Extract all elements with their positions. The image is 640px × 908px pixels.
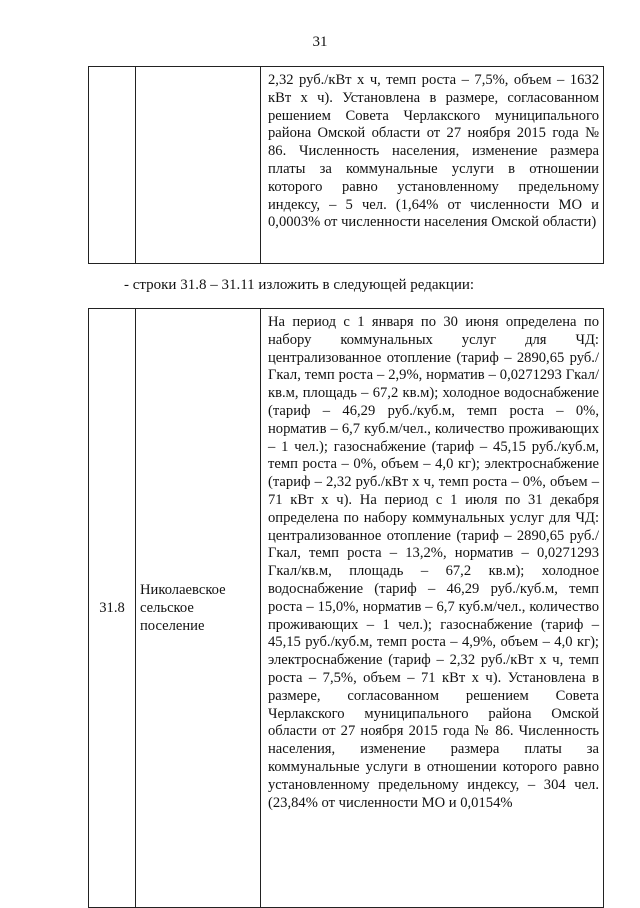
row-name-cell <box>136 67 261 264</box>
row-number-cell <box>89 67 136 264</box>
row-text-cell <box>261 67 604 264</box>
row-number-cell <box>89 309 136 908</box>
row-text: На период с 1 января по 30 июня определена по набору коммунальных услуг для ЧД: централизованное отопление (тариф – 2890,65 руб./Гкал, темп роста – 2,9%, норматив – 0,0271293 Гкал/кв.м, площадь – 67,2 кв.м); холодное водоснабжение (тариф – 46,29 руб./куб.м, темп роста – 0%, норматив – 6,7 куб.м/чел., количество проживающих – 1 чел.); газоснабжение (тариф – 45,15 руб./куб.м, темп роста – 0%, объем – 4,0 кг); электроснабжение (тариф – 2,32 руб./кВт х ч, темп роста – 0%, объем – 71 кВт х ч). На период с 1 июля по 31 декабря определена по набору коммунальных услуг для ЧД: централизованное отопление (тариф – 2890,65 руб./Гкал, темп роста – 13,2%, норматив – 0,0271293 Гкал/кв.м, площадь – 67,2 кв.м); холодное водоснабжение (тариф – 46,29 руб./куб.м, темп роста – 15,0%, норматив – 6,7 куб.м/чел., количество проживающих – 1 чел.); газоснабжение (тариф – 45,15 руб./куб.м, темп роста – 4,9%, объем – 4,0 кг); электроснабжение (тариф – 2,32 руб./кВт х ч, темп роста – 7,5%, объем – 71 кВт х ч). Установлена в размере, согласованном решением Совета Черлакского муниципального района Омской области от 27 ноября 2015 года № 86. Численность населения, изменение размера платы за коммунальные услуги в отношении которого равно установленному предельному индексу, – 304 чел. (23,84% от численности МО и 0,0154% <box>268 314 599 811</box>
row-number: 31.8 <box>99 599 125 616</box>
row-name: Николаевское сельское поселение <box>140 582 226 634</box>
row-text: 2,32 руб./кВт х ч, темп роста – 7,5%, объем – 1632 кВт х ч). Установлена в размере, согласованном решением Совета Черлакского муниципального района Омской области от 27 ноября 2015 года № 86. Численность населения, изменение размера платы за коммунальные услуги в отношении которого равно установленному предельному индексу, – 5 чел. (1,64% от численности МО и 0,0003% от численности населения Омской области) <box>268 72 599 231</box>
instruction-text: - строки 31.8 – 31.11 изложить в следующей редакции: <box>124 277 475 293</box>
table-top <box>88 66 604 264</box>
table-row <box>89 67 604 264</box>
table-main <box>88 308 604 908</box>
page-number: 31 <box>312 34 328 50</box>
table-row <box>89 309 604 908</box>
row-text-cell <box>261 309 604 908</box>
row-name-cell <box>136 309 261 908</box>
